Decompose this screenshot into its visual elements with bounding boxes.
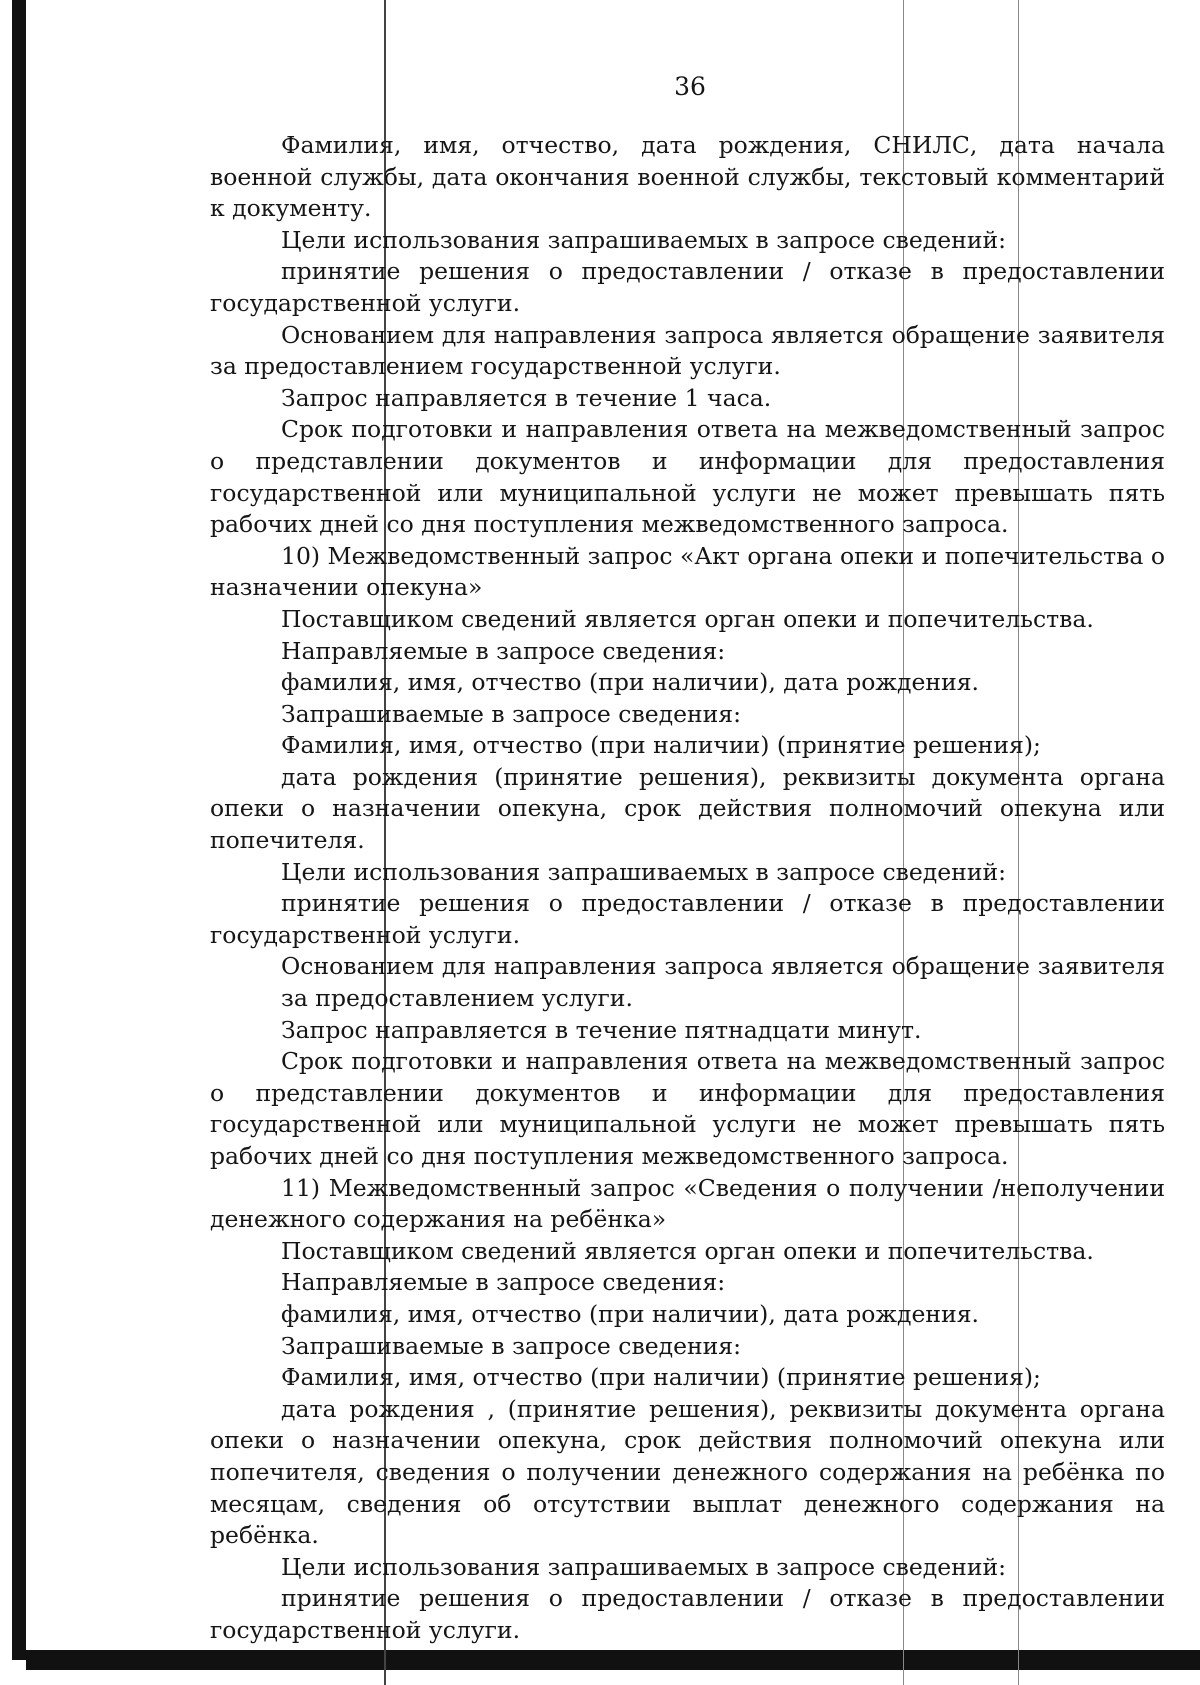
paragraph: принятие решения о предоставлении / отказе в предоставлении государственной услуги. bbox=[210, 1584, 1165, 1644]
paragraph: фамилия, имя, отчество (при наличии), дата рождения. bbox=[281, 668, 980, 697]
paragraph: Цели использования запрашиваемых в запросе сведений: bbox=[281, 1552, 1007, 1581]
paragraph: Фамилия, имя, отчество (при наличии) (принятие решения); bbox=[281, 731, 1041, 760]
paragraph: Поставщиком сведений является орган опеки и попечительства. bbox=[281, 1236, 1094, 1265]
scan-border-left bbox=[12, 0, 26, 1660]
section-heading: 10) Межведомственный запрос «Акт органа опеки и попечительства о назначении опекуна» bbox=[210, 541, 1165, 602]
page-number: 36 bbox=[674, 72, 706, 101]
paragraph: Цели использования запрашиваемых в запросе сведений: bbox=[281, 857, 1007, 886]
paragraph: Запрос направляется в течение пятнадцати минут. bbox=[281, 1015, 922, 1044]
paragraph: дата рождения (принятие решения), реквизиты документа органа опеки о назначении опекуна, срок действия полномочий опекуна или попечителя. bbox=[210, 762, 1165, 855]
paragraph: принятие решения о предоставлении / отказе в предоставлении государственной услуги. bbox=[210, 257, 1165, 317]
paragraph: фамилия, имя, отчество (при наличии), дата рождения. bbox=[281, 1299, 980, 1328]
paragraph: Направляемые в запросе сведения: bbox=[281, 1268, 726, 1297]
paragraph: Фамилия, имя, отчество (при наличии) (принятие решения); bbox=[281, 1363, 1041, 1392]
section-heading: 11) Межведомственный запрос «Сведения о получении /неполучении денежного содержания на ребёнка» bbox=[210, 1173, 1165, 1234]
paragraph: Цели использования запрашиваемых в запросе сведений: bbox=[281, 225, 1007, 254]
paragraph: Срок подготовки и направления ответа на межведомственный запрос о представлении документов и информации для предоставления государственной или муниципальной услуги не может превышать пять рабочих дней со дня поступления межведомственного запроса. bbox=[210, 415, 1165, 539]
paragraph: Основанием для направления запроса является обращение заявителя за предоставлением государственной услуги. bbox=[210, 320, 1165, 381]
paragraph: Основанием для направления запроса является обращение заявителя за предоставлением услуги. bbox=[281, 952, 1165, 1013]
paragraph: Фамилия, имя, отчество, дата рождения, СНИЛС, дата начала военной службы, дата окончания военной службы, текстовый комментарий к документу. bbox=[210, 131, 1165, 223]
paragraph: Запрос направляется в течение 1 часа. bbox=[281, 383, 772, 412]
paragraph: Запрашиваемые в запросе сведения: bbox=[281, 699, 742, 728]
scan-border-bottom bbox=[26, 1650, 1200, 1670]
paragraph: Срок подготовки и направления ответа на межведомственный запрос о представлении документов и информации для предоставления государственной или муниципальной услуги не может превышать пять рабочих дней со дня поступления межведомственного запроса. bbox=[210, 1047, 1165, 1170]
paragraph: Направляемые в запросе сведения: bbox=[281, 636, 726, 665]
document-body bbox=[210, 130, 1165, 1647]
paragraph: Запрашиваемые в запросе сведения: bbox=[281, 1331, 742, 1360]
paragraph: принятие решения о предоставлении / отказе в предоставлении государственной услуги. bbox=[210, 889, 1165, 949]
paragraph: дата рождения , (принятие решения), реквизиты документа органа опеки о назначении опекуна, срок действия полномочий опекуна или попечителя, сведения о получении денежного содержания на ребёнка по месяцам, сведения об отсутствии выплат денежного содержания на ребёнка. bbox=[210, 1394, 1165, 1550]
paragraph: Поставщиком сведений является орган опеки и попечительства. bbox=[281, 604, 1094, 633]
